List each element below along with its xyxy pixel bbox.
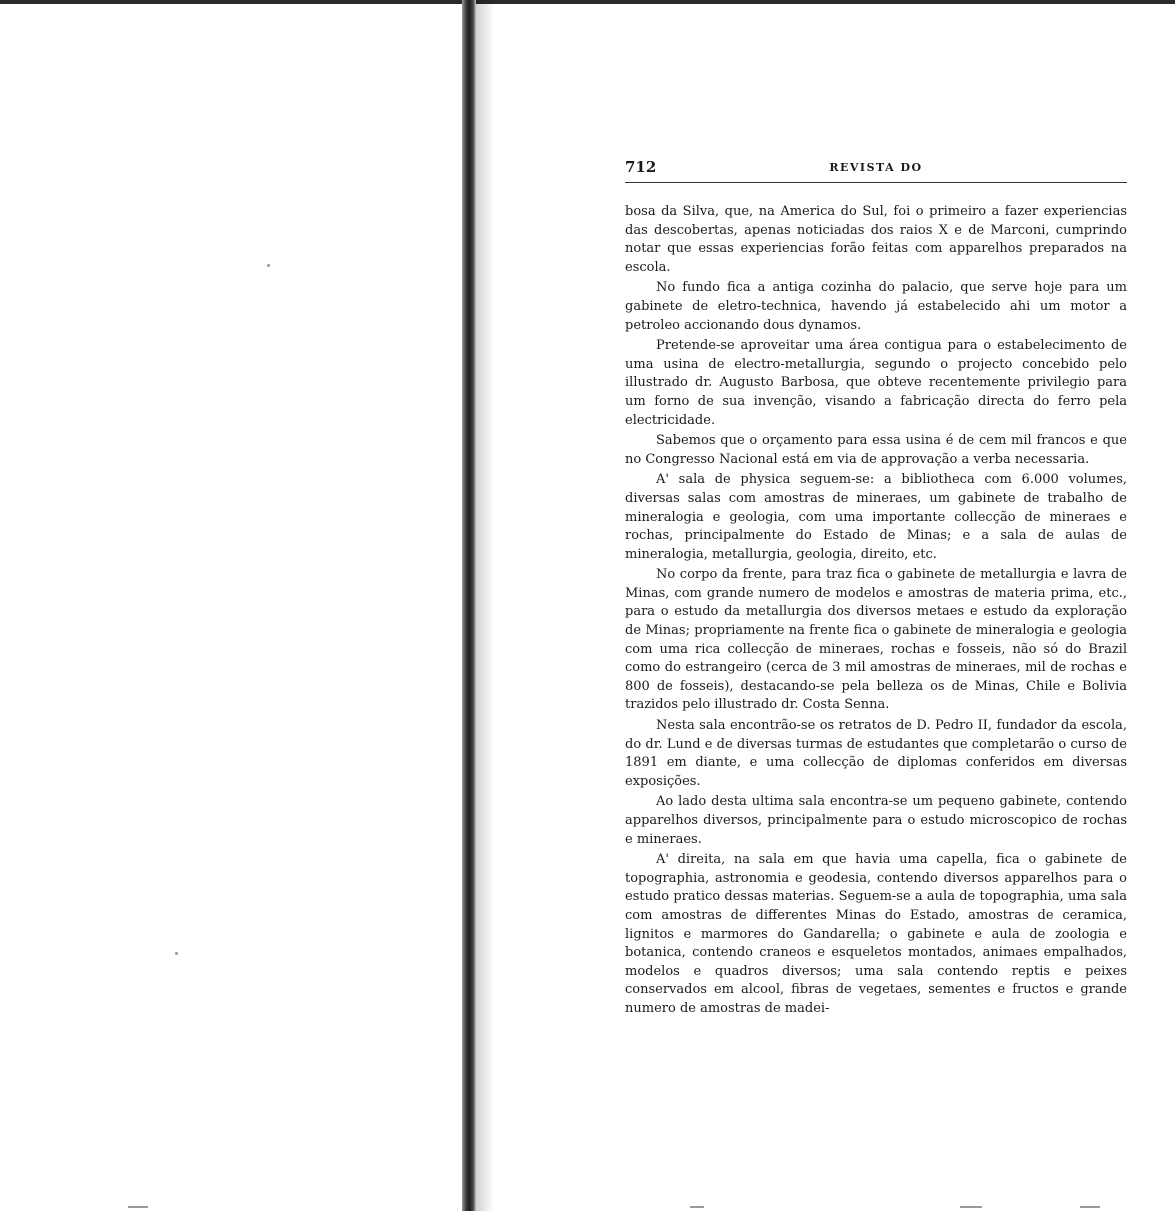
- running-head: [625, 158, 1127, 180]
- spine-shadow: [476, 0, 494, 1211]
- paragraph: bosa da Silva, que, na America do Sul, foi o primeiro a fazer experiencias das descobertas, apenas noticiadas dos raios X e de Marconi, cumprindo notar que essas experiencias forão feitas com apparelhos preparados na escola.: [625, 204, 1127, 275]
- paragraph: No corpo da frente, para traz fica o gabinete de metallurgia e lavra de Minas, com grande numero de modelos e amostras de materia prima, etc., para o estudo da metallurgia dos diversos metaes e estudo da exploração de Minas; propriamente na frente fica o gabinete de mineralogia e geologia com uma rica collecção de mineraes, rochas e fosseis, não só do Brazil como do estrangeiro (cerca de 3 mil amostras de mineraes, mil de rochas e 800 de fosseis), destacando-se pela belleza os de Minas, Chile e Bolivia trazidos pelo illustrado dr. Costa Senna.: [625, 567, 1127, 713]
- paragraph: Pretende-se aproveitar uma área contigua para o estabelecimento de uma usina de electro-metallurgia, segundo o projecto concebido pelo illustrado dr. Augusto Barbosa, que obteve recentemente privilegio para um forno de sua invenção, visando a fabricação directa do ferro pela electricidade.: [625, 338, 1127, 428]
- bottom-edge-mark: [128, 1206, 148, 1208]
- paragraph: A' direita, na sala em que havia uma capella, fica o gabinete de topographia, astronomia e geodesia, contendo diversos apparelhos para o estudo pratico dessas materias. Seguem-se a aula de topographia, uma sala com amostras de differentes Minas do Estado, amostras de ceramica, lignitos e marmores do Gandarella; o gabinete e aula de zoologia e botanica, contendo craneos e esqueletos montados, animaes empalhados, modelos e quadros diversos; uma sala contendo reptis e peixes conservados em alcool, fibras de vegetaes, sementes e fructos e grande numero de amostras de madei-: [625, 852, 1127, 1016]
- page-speck: [267, 264, 270, 267]
- paragraph: Nesta sala encontrão-se os retratos de D. Pedro II, fundador da escola, do dr. Lund e de diversas turmas de estudantes que completarão o curso de 1891 em diante, e uma collecção de diplomas conferidos em diversas exposições.: [625, 718, 1127, 789]
- paragraph: A' sala de physica seguem-se: a bibliotheca com 6.000 volumes, diversas salas com amostras de mineraes, um gabinete de trabalho de mineralogia e geologia, com uma importante collecção de mineraes e rochas, principalmente do Estado de Minas; e a sala de aulas de mineralogia, metallurgia, geologia, direito, etc.: [625, 472, 1127, 562]
- journal-title: REVISTA DO: [829, 161, 923, 174]
- bottom-edge-mark: [960, 1206, 982, 1208]
- bottom-edge-mark: [690, 1206, 704, 1208]
- paragraph: No fundo fica a antiga cozinha do palacio, que serve hoje para um gabinete de eletro-technica, havendo já estabelecido ahi um motor a petroleo accionando dous dynamos.: [625, 280, 1127, 333]
- body-text: [625, 203, 1127, 1021]
- book-spine: [462, 0, 476, 1211]
- header-rule: [625, 182, 1127, 183]
- left-blank-page: [0, 4, 462, 1211]
- page-speck: [175, 952, 178, 955]
- paragraph: Sabemos que o orçamento para essa usina é de cem mil francos e que no Congresso Nacional está em via de approvação a verba necessaria.: [625, 433, 1127, 467]
- bottom-edge-mark: [1080, 1206, 1100, 1208]
- page-number: 712: [625, 158, 657, 176]
- paragraph: Ao lado desta ultima sala encontra-se um pequeno gabinete, contendo apparelhos diversos, principalmente para o estudo microscopico de rochas e mineraes.: [625, 794, 1127, 847]
